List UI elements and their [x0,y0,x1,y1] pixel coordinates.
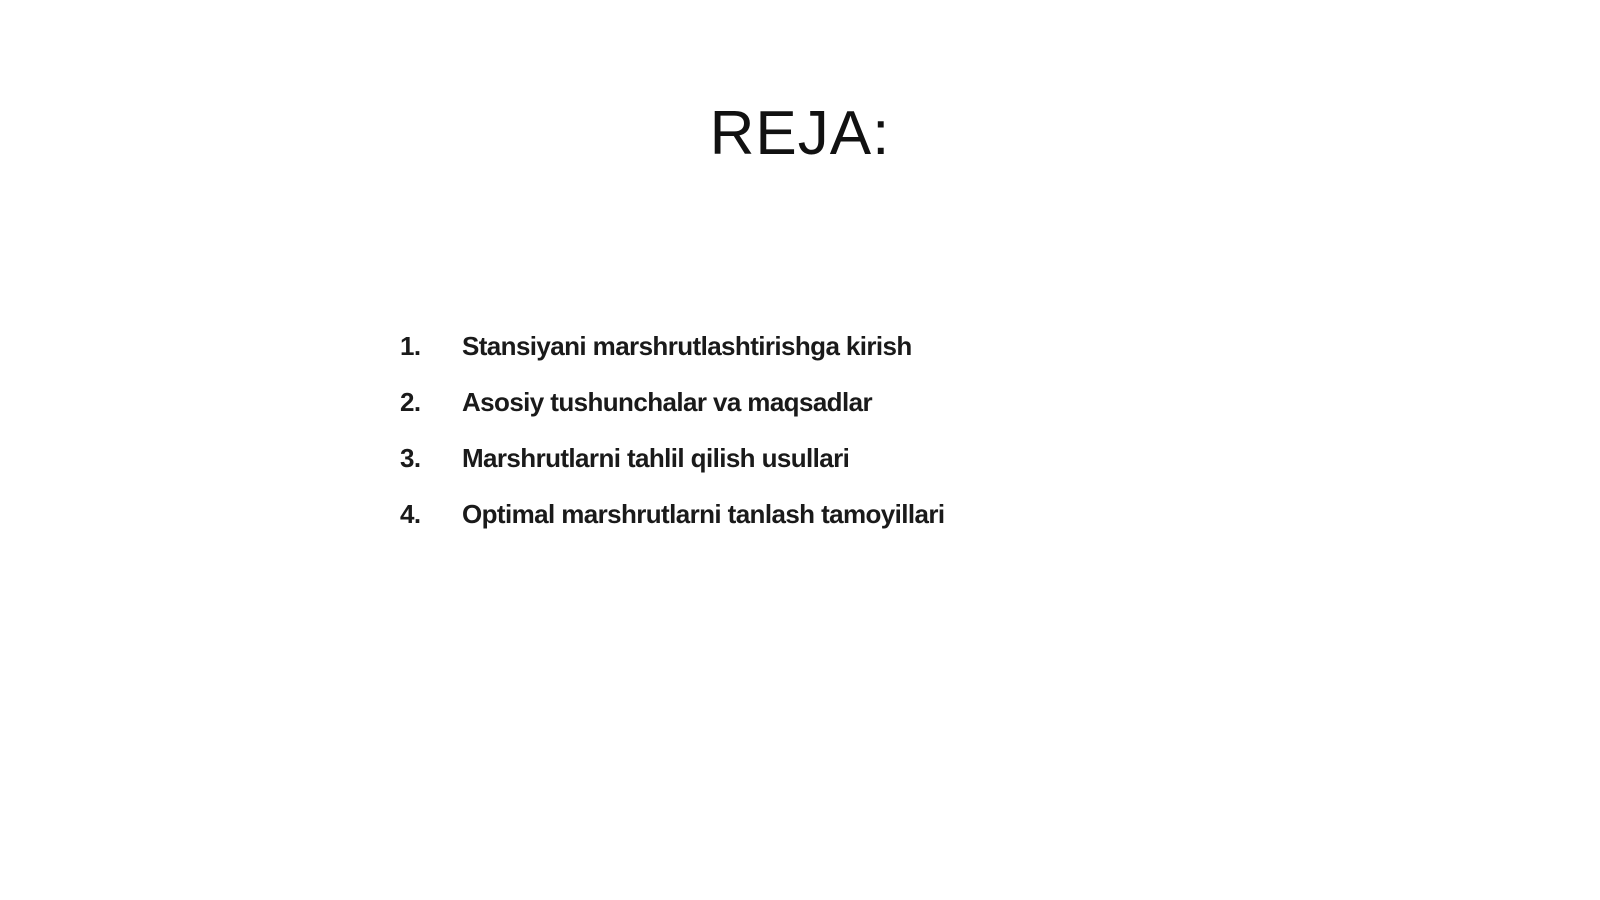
plan-item-4 [400,486,1100,542]
plan-item-text: Marshrutlarni tahlil qilish usullari [462,442,850,473]
plan-item-number: 1. [400,330,421,361]
plan-item-text: Optimal marshrutlarni tanlash tamoyillari [462,498,945,529]
plan-list [400,318,1100,542]
plan-item-text: Stansiyani marshrutlashtirishga kirish [462,330,912,361]
slide-title: REJA: [709,99,891,168]
plan-item-number: 4. [400,498,421,529]
plan-item-text: Asosiy tushunchalar va maqsadlar [462,386,872,417]
plan-item-1 [400,318,1100,374]
plan-item-number: 3. [400,442,421,473]
plan-item-2 [400,374,1100,430]
plan-item-number: 2. [400,386,421,417]
plan-item-3 [400,430,1100,486]
